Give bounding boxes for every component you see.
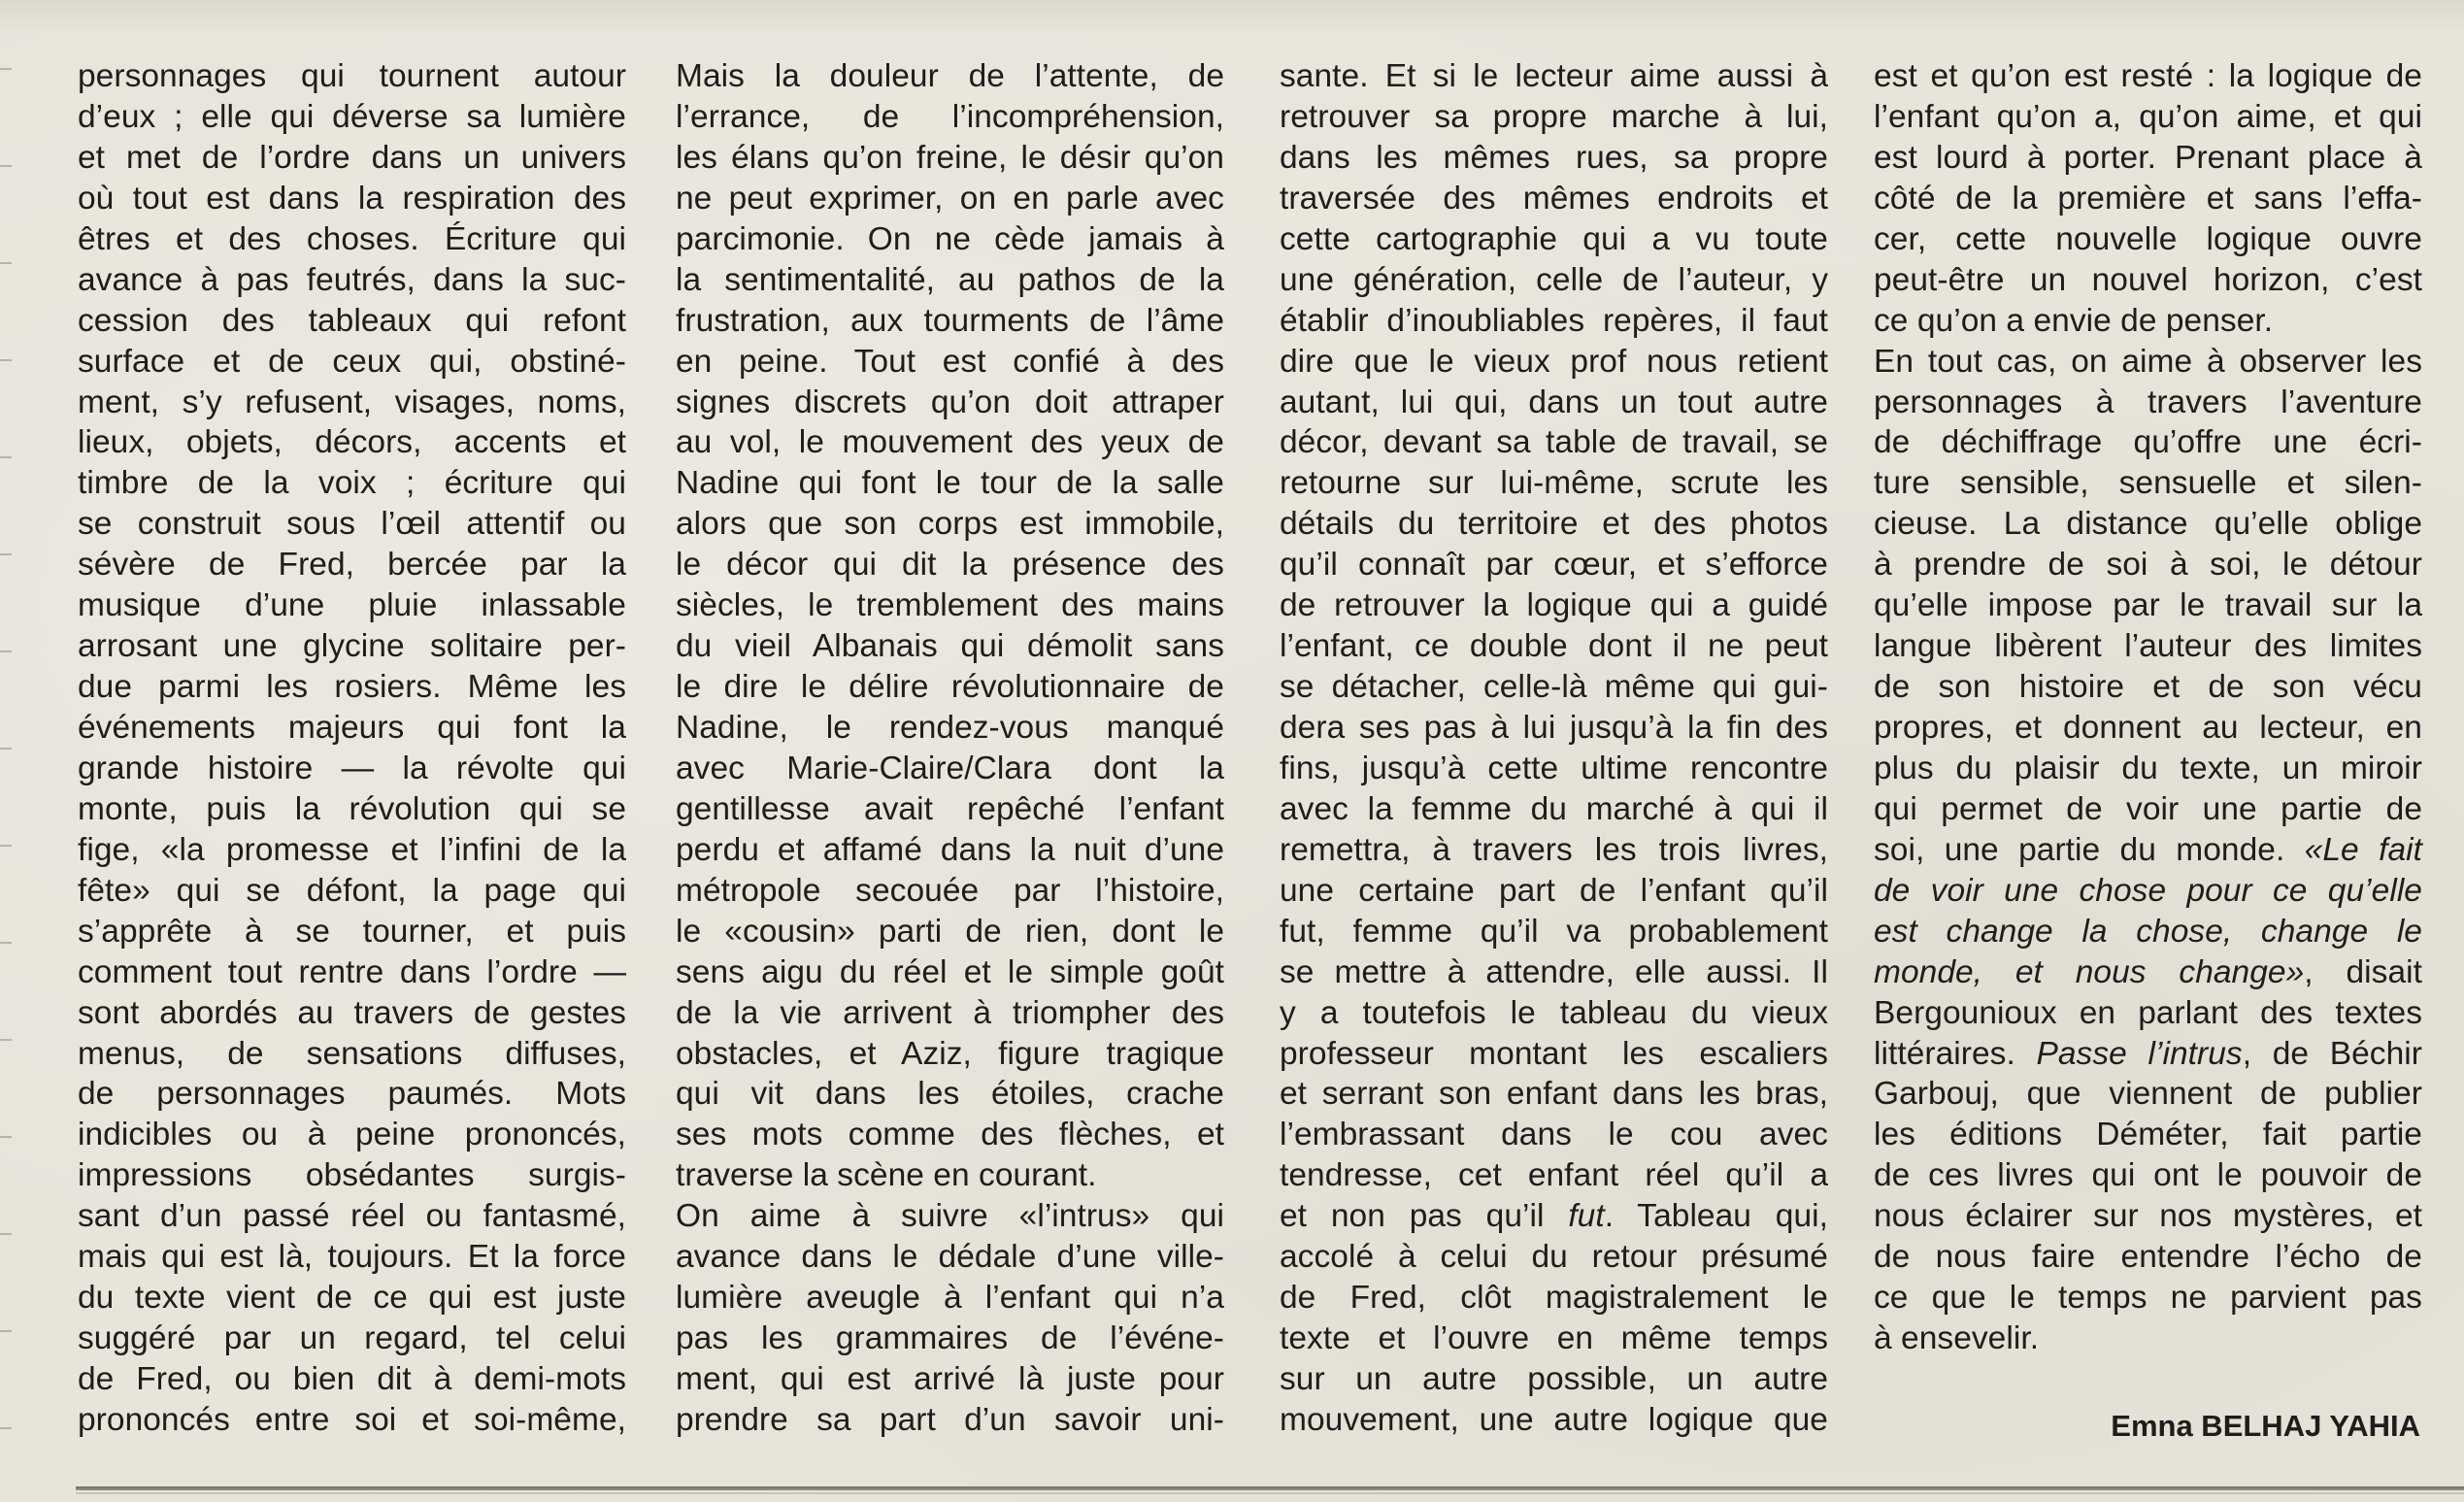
article-text-line: côté de la première et sans l’effa- (1874, 180, 2422, 217)
page-edge-mark (0, 359, 12, 361)
article-text-line: l’embrassant dans le cou avec (1280, 1117, 1828, 1153)
article-text-line: ment, qui est arrivé là juste pour (676, 1361, 1224, 1397)
article-text-line: de nous faire entendre l’écho de (1874, 1239, 2422, 1276)
article-text-line: personnages qui tournent autour (78, 58, 626, 94)
article-text-line: sant d’un passé réel ou fantasmé, (78, 1198, 626, 1235)
article-text-line: l’errance, de l’incompréhension, (676, 98, 1224, 135)
page-edge-mark (0, 553, 12, 555)
article-text-line: traversée des mêmes endroits et (1280, 180, 1828, 217)
article-column-1 (78, 56, 626, 1454)
article-text-line: de déchiffrage qu’offre une écri- (1874, 424, 2422, 461)
page-edge-mark (0, 262, 12, 264)
article-text-line: fige, «la promesse et l’infini de la (78, 831, 626, 868)
article-text-line: obstacles, et Aziz, figure tragique (676, 1035, 1224, 1072)
article-text-line: une génération, celle de l’auteur, y (1280, 261, 1828, 298)
article-text-line: propres, et donnent au lecteur, en (1874, 710, 2422, 746)
page-edge-mark (0, 1039, 12, 1041)
article-text-line: retourne sur lui-même, scrute les (1280, 465, 1828, 502)
article-text-line: Garbouj, que viennent de publier (1874, 1076, 2422, 1113)
article-text-line: fut, femme qu’il va probablement (1280, 913, 1828, 950)
article-text-line: la sentimentalité, au pathos de la (676, 261, 1224, 298)
article-text-line: qu’elle impose par le travail sur la (1874, 587, 2422, 624)
article-text-line: qui vit dans les étoiles, crache (676, 1076, 1224, 1113)
article-text-line: ce qu’on a envie de penser. (1874, 302, 2274, 339)
article-text-line: se détacher, celle-là même qui gui- (1280, 669, 1828, 706)
article-text-line: ture sensible, sensuelle et silen- (1874, 465, 2422, 502)
article-text-line: avance à pas feutrés, dans la suc- (78, 261, 626, 298)
page-edge-mark (0, 845, 12, 847)
article-text-line: due parmi les rosiers. Même les (78, 669, 626, 706)
article-text-line: ses mots comme des flèches, et (676, 1117, 1224, 1153)
article-text-line: d’eux ; elle qui déverse sa lumière (78, 98, 626, 135)
article-text-line: est lourd à porter. Prenant place à (1874, 139, 2422, 176)
article-text-line: traverse la scène en courant. (676, 1157, 1097, 1194)
article-text-line: sur un autre possible, un autre (1280, 1361, 1828, 1397)
article-text-line: pas les grammaires de l’événe- (676, 1320, 1224, 1357)
article-text-line: au vol, le mouvement des yeux de (676, 424, 1224, 461)
article-text-line: s’apprête à se tourner, et puis (78, 913, 626, 950)
article-text-line: dera ses pas à lui jusqu’à la fin des (1280, 710, 1828, 746)
bottom-rule-shadow (76, 1492, 2464, 1494)
article-text-line: de ces livres qui ont le pouvoir de (1874, 1157, 2422, 1194)
article-text-line: arrosant une glycine solitaire per- (78, 628, 626, 665)
italic-fragment: de voir une chose pour ce qu’elle (1874, 872, 2422, 909)
article-text-line (1874, 912, 2422, 952)
article-text-line: Bergounioux en parlant des textes (1874, 994, 2422, 1031)
article-text-line: où tout est dans la respiration des (78, 180, 626, 217)
article-text-line: avec Marie-Claire/Clara dont la (676, 750, 1224, 786)
article-text-line: du vieil Albanais qui démolit sans (676, 628, 1224, 665)
article-text-line: texte et l’ouvre en même temps (1280, 1320, 1828, 1357)
article-text-line: comment tout rentre dans l’ordre — (78, 953, 626, 990)
article-text-line: dans les mêmes rues, sa propre (1280, 139, 1828, 176)
article-text-line: Nadine, le rendez-vous manqué (676, 710, 1224, 746)
article-text-line: du texte vient de ce qui est juste (78, 1280, 626, 1317)
article-text-line: décor, devant sa table de travail, se (1280, 424, 1828, 461)
article-text-line: remettra, à travers les trois livres, (1280, 831, 1828, 868)
article-text-line: de la vie arrivent à triompher des (676, 994, 1224, 1031)
article-text-line: se construit sous l’œil attentif ou (78, 506, 626, 543)
article-text-line: fête» qui se défont, la page qui (78, 872, 626, 909)
article-text-line: y a toutefois le tableau du vieux (1280, 994, 1828, 1031)
article-text-line: En tout cas, on aime à observer les (1874, 343, 2422, 380)
page-edge-mark (0, 1233, 12, 1235)
article-text-line: le dire le délire révolutionnaire de (676, 669, 1224, 706)
article-text-line: timbre de la voix ; écriture qui (78, 465, 626, 502)
article-text-line: mouvement, une autre logique que (1280, 1401, 1828, 1438)
article-text-line: plus du plaisir du texte, un miroir (1874, 750, 2422, 786)
article-text-line: une certaine part de l’enfant qu’il (1280, 872, 1828, 909)
italic-fragment: «Le fait (2304, 831, 2422, 868)
article-text-line: en peine. Tout est confié à des (676, 343, 1224, 380)
article-text-line: l’enfant qu’on a, qu’on aime, et qui (1874, 98, 2422, 135)
page-edge-mark (0, 165, 12, 167)
article-text-line: et serrant son enfant dans les bras, (1280, 1076, 1828, 1113)
article-text-line: sante. Et si le lecteur aime aussi à (1280, 58, 1828, 94)
article-text-line: monte, puis la révolution qui se (78, 790, 626, 827)
article-text-line: alors que son corps est immobile, (676, 506, 1224, 543)
article-text-line: ment, s’y refusent, visages, noms, (78, 384, 626, 420)
page-edge-mark (0, 1330, 12, 1332)
article-text-line: se mettre à attendre, elle aussi. Il (1280, 953, 1828, 990)
article-text-line: événements majeurs qui font la (78, 710, 626, 746)
author-signature: Emna BELHAJ YAHIA (2111, 1409, 2420, 1443)
page-edge-mark (0, 68, 12, 70)
article-text-line: impressions obsédantes surgis- (78, 1157, 626, 1194)
article-text-line: Mais la douleur de l’attente, de (676, 58, 1224, 94)
italic-fragment: monde, et nous change» (1874, 953, 2305, 990)
italic-fragment: fut (1568, 1198, 1605, 1235)
article-text-line: cer, cette nouvelle logique ouvre (1874, 220, 2422, 257)
article-text-line: sont abordés au travers de gestes (78, 994, 626, 1031)
article-text-line: le décor qui dit la présence des (676, 547, 1224, 584)
article-text-line: qui permet de voir une partie de (1874, 790, 2422, 827)
article-text-line: tendresse, cet enfant réel qu’il a (1280, 1157, 1828, 1194)
page-edge-mark (0, 651, 12, 652)
article-text-line: grande histoire — la révolte qui (78, 750, 626, 786)
article-text-line: ce que le temps ne parvient pas (1874, 1280, 2422, 1317)
article-text-line: lumière aveugle à l’enfant qui n’a (676, 1280, 1224, 1317)
article-text-line: les éditions Déméter, fait partie (1874, 1117, 2422, 1153)
article-text-line: mais qui est là, toujours. Et la force (78, 1239, 626, 1276)
article-text-line (1874, 871, 2422, 912)
article-text-line: métropole secouée par l’histoire, (676, 872, 1224, 909)
article-text-line: et non pas qu’il fut. Tableau qui, (1280, 1198, 1828, 1235)
article-column-3 (1280, 56, 1828, 1454)
article-text-line: autant, lui qui, dans un tout autre (1280, 384, 1828, 420)
article-text-line: à ensevelir. (1874, 1320, 2040, 1357)
italic-fragment: Passe l’intrus (2036, 1035, 2243, 1072)
article-text-line: de personnages paumés. Mots (78, 1076, 626, 1113)
article-text-line: l’enfant, ce double dont il ne peut (1280, 628, 1828, 665)
article-text-line: de Fred, ou bien dit à demi-mots (78, 1361, 626, 1397)
article-text-line: les élans qu’on freine, le désir qu’on (676, 139, 1224, 176)
article-text-line: sévère de Fred, bercée par la (78, 547, 626, 584)
article-text-line: monde, et nous change», disait (1874, 953, 2422, 990)
article-text-line: de son histoire et de son vécu (1874, 669, 2422, 706)
article-text-line: retrouver sa propre marche à lui, (1280, 98, 1828, 135)
article-text-line: signes discrets qu’on doit attraper (676, 384, 1224, 420)
article-text-line: musique d’une pluie inlassable (78, 587, 626, 624)
article-text-line: surface et de ceux qui, obstiné- (78, 343, 626, 380)
article-text-line: Nadine qui font le tour de la salle (676, 465, 1224, 502)
article-text-line: On aime à suivre «l’intrus» qui (676, 1198, 1224, 1235)
article-text-line: soi, une partie du monde. «Le fait (1874, 831, 2422, 868)
article-text-line: dire que le vieux prof nous retient (1280, 343, 1828, 380)
article-text-line: fins, jusqu’à cette ultime rencontre (1280, 750, 1828, 786)
article-text-line: cieuse. La distance qu’elle oblige (1874, 506, 2422, 543)
article-text-line: peut-être un nouvel horizon, c’est (1874, 261, 2422, 298)
page-edge-mark (0, 748, 12, 750)
italic-fragment: est change la chose, change le (1874, 913, 2422, 950)
page-edge-mark (0, 942, 12, 944)
article-text-line: nous éclairer sur nos mystères, et (1874, 1198, 2422, 1235)
page-top-edge (0, 0, 2464, 33)
article-text-line: et met de l’ordre dans un univers (78, 139, 626, 176)
article-text-line: sens aigu du réel et le simple goût (676, 953, 1224, 990)
article-text-line: suggéré par un regard, tel celui (78, 1320, 626, 1357)
article-text-line: littéraires. Passe l’intrus, de Béchir (1874, 1035, 2422, 1072)
article-text-line: le «cousin» parti de rien, dont le (676, 913, 1224, 950)
article-text-line: indicibles ou à peine prononcés, (78, 1117, 626, 1153)
article-text-line: siècles, le tremblement des mains (676, 587, 1224, 624)
page-edge-mark (0, 1136, 12, 1138)
bottom-rule (76, 1486, 2464, 1490)
article-text-line: accolé à celui du retour présumé (1280, 1239, 1828, 1276)
article-text-line: de retrouver la logique qui a guidé (1280, 587, 1828, 624)
article-column-4 (1874, 56, 2422, 1454)
article-text-line: détails du territoire et des photos (1280, 506, 1828, 543)
article-text-line: lieux, objets, décors, accents et (78, 424, 626, 461)
article-text-line: frustration, aux tourments de l’âme (676, 302, 1224, 339)
article-text-line: cession des tableaux qui refont (78, 302, 626, 339)
article-text-line: établir d’inoubliables repères, il faut (1280, 302, 1828, 339)
article-text-line: cette cartographie qui a vu toute (1280, 220, 1828, 257)
article-text-line: avance dans le dédale d’une ville- (676, 1239, 1224, 1276)
page-edge-mark (0, 456, 12, 458)
article-text-line: professeur montant les escaliers (1280, 1035, 1828, 1072)
article-text-line: de Fred, clôt magistralement le (1280, 1280, 1828, 1317)
article-text-line: qu’il connaît par cœur, et s’efforce (1280, 547, 1828, 584)
article-text-line: perdu et affamé dans la nuit d’une (676, 831, 1224, 868)
article-text-line: êtres et des choses. Écriture qui (78, 220, 626, 257)
article-text-line: gentillesse avait repêché l’enfant (676, 790, 1224, 827)
article-text-line: prononcés entre soi et soi-même, (78, 1401, 626, 1438)
article-text-line: à prendre de soi à soi, le détour (1874, 547, 2422, 584)
page-edge-mark (0, 1427, 12, 1429)
article-text-line: personnages à travers l’aventure (1874, 384, 2422, 420)
article-text-line: langue libèrent l’auteur des limites (1874, 628, 2422, 665)
article-text-line: est et qu’on est resté : la logique de (1874, 58, 2422, 94)
article-text-line: parcimonie. On ne cède jamais à (676, 220, 1224, 257)
article-column-2 (676, 56, 1224, 1454)
article-text-line: prendre sa part d’un savoir uni- (676, 1401, 1224, 1438)
article-text-line: avec la femme du marché à qui il (1280, 790, 1828, 827)
article-text-line: ne peut exprimer, on en parle avec (676, 180, 1224, 217)
article-text-line: menus, de sensations diffuses, (78, 1035, 626, 1072)
